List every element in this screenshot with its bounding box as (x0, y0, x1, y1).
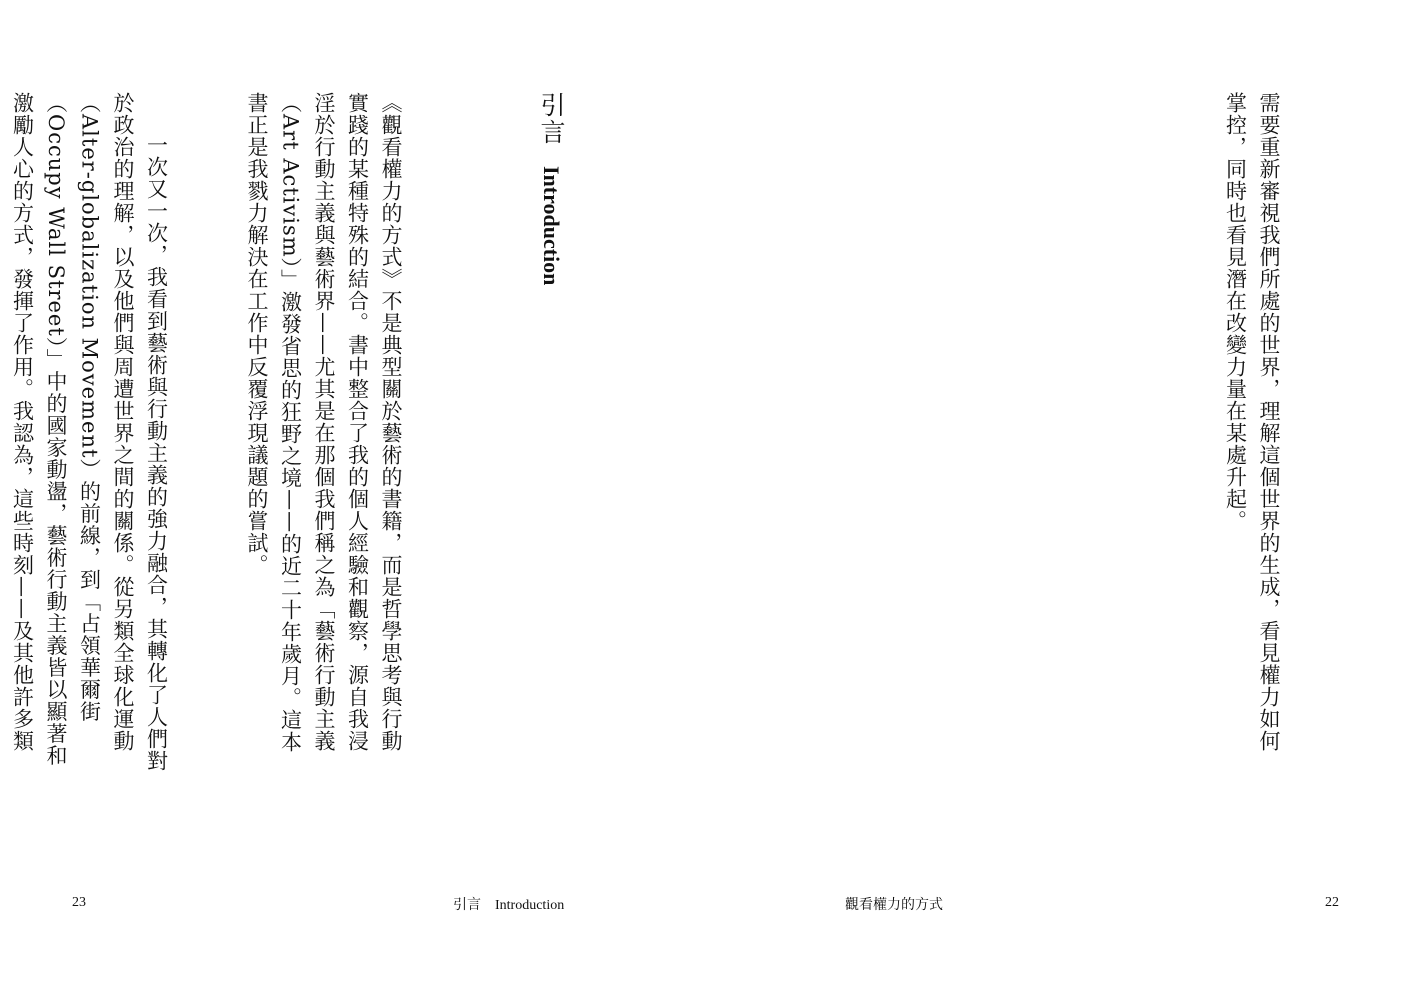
chapter-heading (533, 92, 569, 285)
right-paragraph-1: 需要重新審視我們所處的世界，理解這個世界的生成，看見權力如何掌控，同時也看見潛在改變力量在某處升起。 (1223, 92, 1281, 752)
running-head-left-zh: 引言 (453, 898, 481, 913)
chapter-heading-zh: 引言 (537, 92, 566, 146)
running-head-left (453, 894, 564, 914)
paragraph-2: 一次又一次，我看到藝術與行動主義的強力融合，其轉化了人們對於政治的理解，以及他們與周遭世界之間的關係。從另類全球化運動（Alter-globalization Movement）的前線，到「占領華爾街（Occupy Wall Street）」中的國家動盪，藝術行動主義皆以顯著和激勵人心的方式，發揮了作用。我認為，這些時刻——及其他許多類 (10, 92, 169, 772)
right-page-body (1151, 92, 1352, 772)
chapter-heading-en: Introduction (539, 166, 564, 286)
paragraph-1: 《觀看權力的方式》不是典型關於藝術的書籍，而是哲學思考與行動實踐的某種特殊的結合。書中整合了我的個人經驗和觀察，源自我浸淫於行動主義與藝術界——尤其是在那個我們稱之為「藝術行動主義（Art Activism）」激發省思的狂野之境——的近二十年歲月。這本書正是我戮力解決在工作中反覆浮現議題的嘗試。 (245, 92, 403, 754)
running-head-left-en: Introduction (495, 898, 565, 913)
page-number-left: 23 (72, 895, 86, 910)
left-page-body (10, 92, 474, 772)
right-page (705, 0, 1410, 1000)
page-number-right: 22 (1325, 895, 1339, 910)
running-head-right: 觀看權力的方式 (845, 897, 943, 913)
